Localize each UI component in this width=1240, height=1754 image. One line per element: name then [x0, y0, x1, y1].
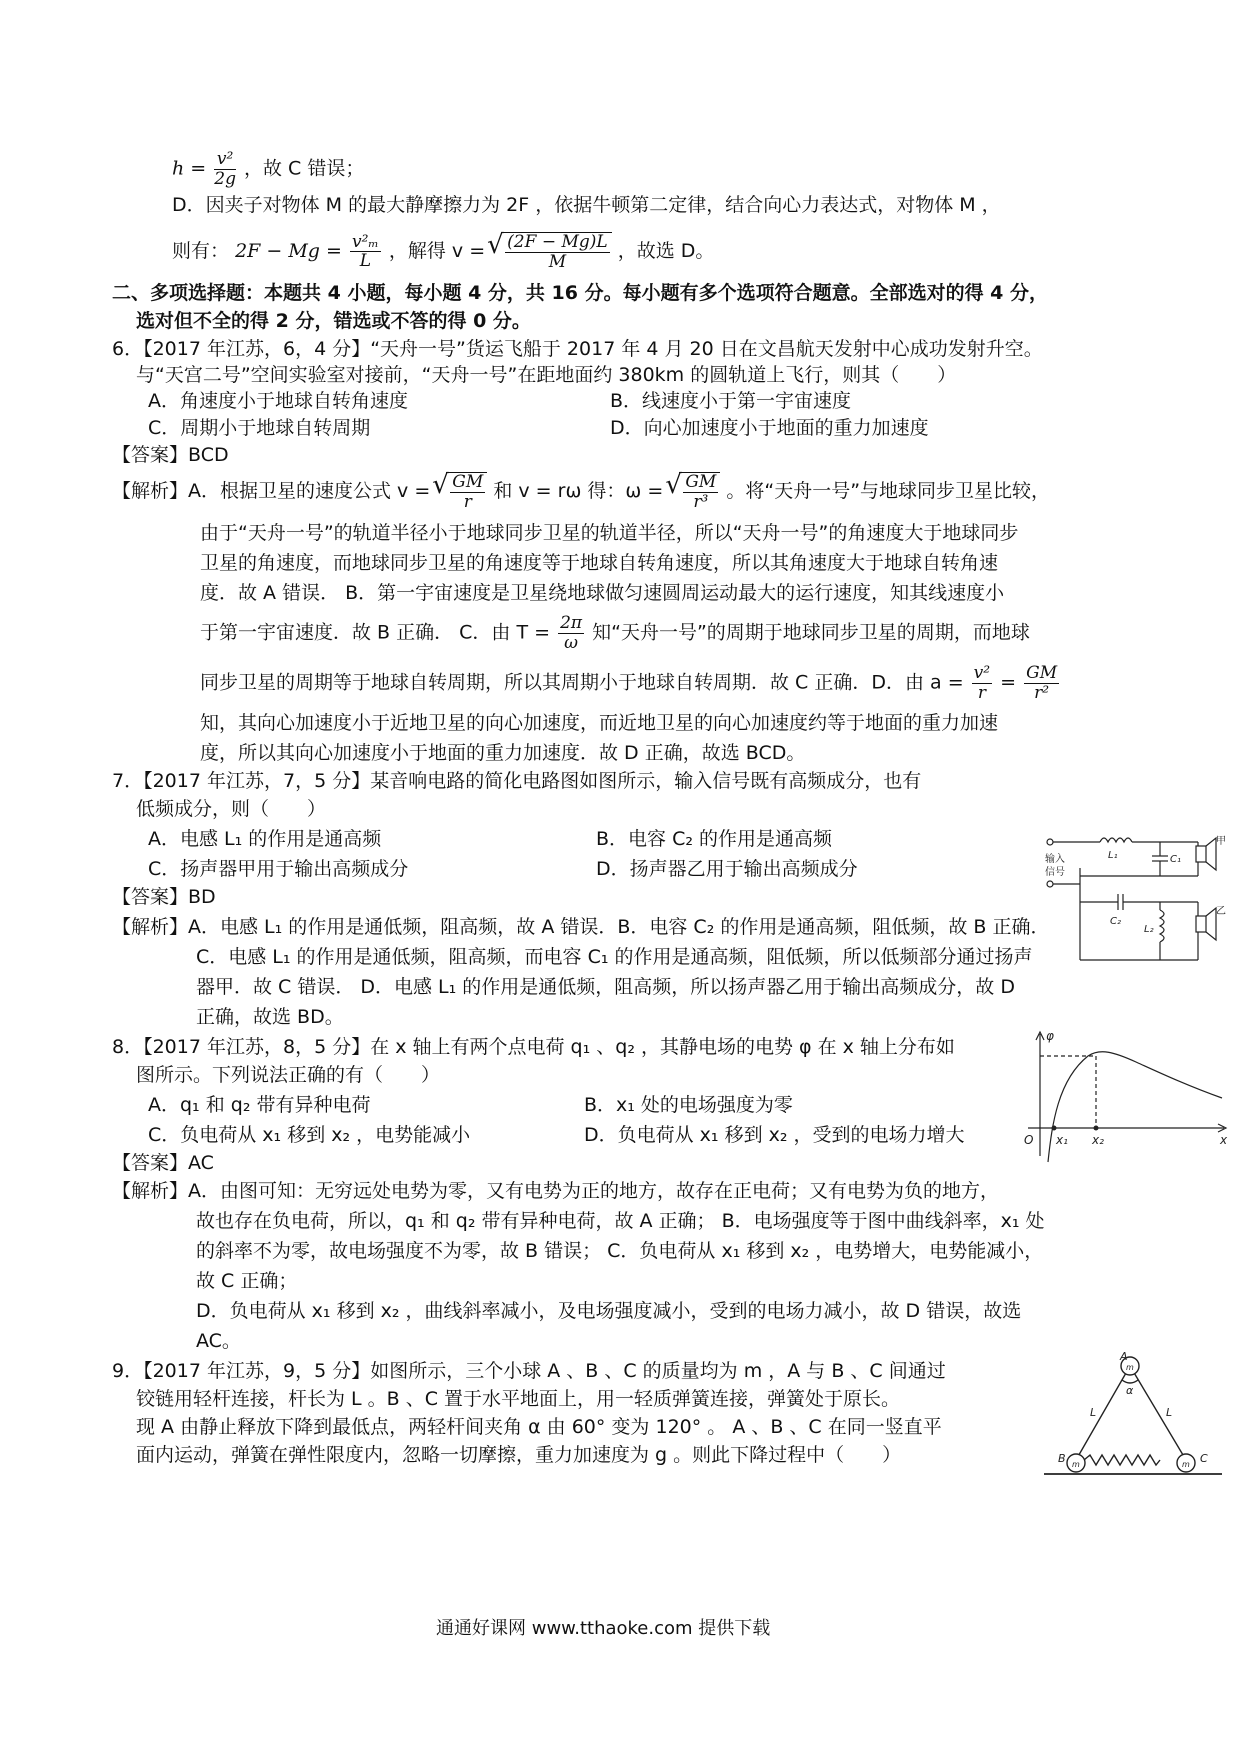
formula-h-line: [172, 150, 364, 188]
option-d: D．向心加速度小于地面的重力加速度: [610, 417, 929, 439]
question-stem: 6．【2017 年江苏，6，4 分】“天舟一号”货运飞船于 2017 年 4 月 20 日在文昌航天发射中心成功发射升空。: [112, 338, 1043, 360]
explanation-line: D．负电荷从 x₁ 移到 x₂ ，曲线斜率减小，及电场强度减小，受到的电场力减小，故 D 错误，故选: [196, 1300, 1022, 1322]
text: ，解得 v =: [388, 240, 486, 263]
explanation-line: [112, 472, 1050, 511]
square-root: [501, 232, 612, 271]
explanation-line: 卫星的角速度，而地球同步卫星的角速度等于地球自转角速度，所以其角速度大于地球自转角速: [200, 552, 999, 574]
question-stem: 图所示。下列说法正确的有（ ）: [136, 1064, 441, 1086]
formula-d-line: [172, 232, 714, 271]
option-c: C．周期小于地球自转周期: [148, 417, 371, 439]
input-terminal: [1047, 839, 1053, 845]
fraction-numerator: v²ₘ: [351, 231, 379, 252]
explanation-line: 故也存在负电荷，所以，q₁ 和 q₂ 带有异种电荷，故 A 正确； B．电场强度等于图中曲线斜率，x₁ 处: [196, 1210, 1045, 1232]
option-c: C．负电荷从 x₁ 移到 x₂ ，电势能减小: [148, 1124, 471, 1146]
label-phi: φ: [1046, 1029, 1054, 1043]
inductor-l1: [1100, 838, 1132, 842]
label-origin: O: [1024, 1133, 1034, 1147]
section-heading: 选对但不全的得 2 分，错选或不答的得 0 分。: [136, 310, 531, 332]
label-yi: 乙: [1216, 906, 1226, 917]
option-a: A．电感 L₁ 的作用是通高频: [148, 828, 382, 850]
fraction: [1024, 664, 1059, 702]
section-heading: 二、多项选择题：本题共 4 小题，每小题 4 分，共 16 分。每小题有多个选项符合题意。全部选对的得 4 分，: [112, 282, 1049, 304]
potential-graph: [1018, 1028, 1230, 1164]
fraction-numerator: v²: [214, 150, 236, 170]
option-b: B．线速度小于第一宇宙速度: [610, 390, 852, 412]
explanation-line: 器甲．故 C 错误． D．电感 L₁ 的作用是通低频，阻高频，所以扬声器乙用于输出高频成分，故 D: [196, 976, 1015, 998]
fraction-numerator: v²: [973, 663, 991, 683]
explanation-line: [200, 614, 1030, 652]
explanation-line: 度，所以其向心加速度小于地面的重力加速度．故 D 正确，故选 BCD。: [200, 742, 806, 764]
fraction-denominator: ω: [564, 632, 579, 653]
answer: 【答案】AC: [112, 1152, 214, 1174]
label-mass: m: [1182, 1460, 1190, 1469]
triangle-spring-diagram: [1040, 1348, 1226, 1476]
text: ，故 C 错误；: [244, 157, 365, 180]
text: 同步卫星的周期等于地球自转周期，所以其周期小于地球自转周期．故 C 正确．D．由 a =: [200, 671, 964, 694]
fraction: [450, 473, 485, 511]
explanation-line: D．因夹子对物体 M 的最大静摩擦力为 2F ，依据牛顿第二定律，结合向心力表达式，对物体 M ，: [172, 194, 1001, 216]
square-root: [446, 472, 487, 511]
fraction-denominator: r: [463, 491, 472, 512]
explanation-line: 正确，故选 BD。: [196, 1006, 344, 1028]
fraction: [683, 473, 718, 511]
option-c: C．扬声器甲用于输出高频成分: [148, 858, 409, 880]
question-stem: 9．【2017 年江苏，9，5 分】如图所示，三个小球 A 、B 、C 的质量均为 m ，A 与 B 、C 间通过: [112, 1360, 946, 1382]
question-stem: 与“天宫二号”空间实验室对接前，“天舟一号”在距地面约 380km 的圆轨道上飞行，则其（ ）: [136, 364, 957, 386]
explanation-line: 故 C 正确；: [196, 1270, 298, 1292]
label-x: x: [1220, 1133, 1228, 1147]
explanation-line: 【解析】A．由图可知：无穷远处电势为零，又有电势为正的地方，故存在正电荷；又有电势为负的地方，: [112, 1180, 1000, 1202]
explanation-line: 的斜率不为零，故电场强度不为零，故 B 错误； C．负电荷从 x₁ 移到 x₂ ，电势增大，电势能减小，: [196, 1240, 1044, 1262]
fraction-numerator: √ GM: [685, 472, 717, 492]
fraction-numerator: √ GM: [452, 472, 484, 492]
option-b: B．电容 C₂ 的作用是通高频: [596, 828, 832, 850]
label-l-left: L: [1090, 1406, 1097, 1419]
spring: [1084, 1455, 1160, 1465]
option-a: A．q₁ 和 q₂ 带有异种电荷: [148, 1094, 371, 1116]
input-terminal: [1047, 881, 1053, 887]
label-l1: L₁: [1108, 850, 1118, 861]
fraction-denominator: M: [548, 251, 567, 272]
fraction-numerator: GM: [1026, 663, 1058, 683]
explanation-line: AC。: [196, 1330, 241, 1352]
explanation-line: C．电感 L₁ 的作用是通低频，阻高频，而电容 C₁ 的作用是通高频，阻低频，所以低频部分通过扬声: [196, 946, 1033, 968]
fraction: [350, 233, 381, 271]
formula-lhs: 2F − Mg =: [235, 240, 342, 263]
answer: 【答案】BD: [112, 886, 216, 908]
label-mass: m: [1072, 1460, 1080, 1469]
label-l-right: L: [1166, 1406, 1173, 1419]
text: ，故选 D。: [617, 240, 715, 263]
label-jia: 甲: [1216, 836, 1226, 847]
fraction: [972, 664, 992, 702]
formula-lhs: h =: [172, 157, 207, 180]
label-x2: x₂: [1092, 1133, 1104, 1147]
label-c1: C₁: [1170, 854, 1181, 865]
explanation-line: 度．故 A 错误． B．第一宇宙速度是卫星绕地球做匀速圆周运动最大的运行速度，知其线速度小: [200, 582, 1005, 604]
label-alpha: α: [1126, 1384, 1134, 1397]
label-c2: C₂: [1110, 916, 1121, 927]
text: 【解析】A．根据卫星的速度公式 v =: [112, 480, 431, 503]
fraction-denominator: L: [359, 251, 372, 272]
question-stem: 低频成分，则（ ）: [136, 798, 327, 820]
fraction-denominator: 2g: [214, 168, 236, 189]
speaker-yi: [1196, 916, 1206, 932]
label-signal: 信号: [1045, 867, 1065, 878]
inductor-l2: [1160, 910, 1164, 942]
text: 则有：: [172, 240, 230, 263]
label-a: A: [1120, 1350, 1128, 1363]
circuit-diagram: [1040, 832, 1230, 962]
fraction-denominator: r²: [1034, 682, 1050, 703]
fraction-denominator: r: [977, 682, 986, 703]
question-stem: 面内运动，弹簧在弹性限度内，忽略一切摩擦，重力加速度为 g 。则此下降过程中（ ）: [136, 1444, 902, 1466]
text: 。将“天舟一号”与地球同步卫星比较，: [726, 480, 1051, 503]
speaker-jia: [1196, 846, 1206, 862]
option-d: D．负电荷从 x₁ 移到 x₂ ，受到的电场力增大: [584, 1124, 965, 1146]
option-b: B．x₁ 处的电场强度为零: [584, 1094, 793, 1116]
explanation-line: 由于“天舟一号”的轨道半径小于地球同步卫星的轨道半径，所以“天舟一号”的角速度大于地球同步: [200, 522, 1019, 544]
question-stem: 7．【2017 年江苏，7，5 分】某音响电路的简化电路图如图所示，输入信号既有高频成分，也有: [112, 770, 922, 792]
fraction: [214, 150, 236, 188]
explanation-line: 【解析】A．电感 L₁ 的作用是通低频，阻高频，故 A 错误．B．电容 C₂ 的作用是通高频，阻低频，故 B 正确．: [112, 916, 1050, 938]
text: 于第一宇宙速度．故 B 正确． C．由 T =: [200, 621, 551, 644]
fraction-numerator: 2π: [560, 613, 583, 633]
label-l2: L₂: [1144, 924, 1154, 935]
question-stem: 现 A 由静止释放下降到最低点，两轻杆间夹角 α 由 60° 变为 120° 。 A 、B 、C 在同一竖直平: [136, 1416, 942, 1438]
option-a: A．角速度小于地球自转角速度: [148, 390, 408, 412]
fraction-numerator: √ (2F − Mg)L: [507, 232, 608, 252]
fraction: [558, 614, 584, 652]
text: 知“天舟一号”的周期于地球同步卫星的周期，而地球: [592, 621, 1030, 644]
option-d: D．扬声器乙用于输出高频成分: [596, 858, 858, 880]
label-input: 输入: [1045, 854, 1065, 865]
text: 和 v = rω 得：ω =: [493, 480, 664, 503]
rod-left: [1076, 1366, 1130, 1460]
question-stem: 8．【2017 年江苏，8，5 分】在 x 轴上有两个点电荷 q₁ 、q₂ ，其静电场的电势 φ 在 x 轴上分布如: [112, 1036, 955, 1058]
label-b: B: [1058, 1452, 1066, 1465]
explanation-line: [200, 664, 1061, 702]
equals-sign: =: [1000, 671, 1017, 694]
square-root: [679, 472, 720, 511]
rod-right: [1130, 1366, 1186, 1460]
fraction-denominator: r³: [693, 491, 709, 512]
footer-text: 通通好课网 www.tthaoke.com 提供下载: [436, 1618, 771, 1639]
label-c: C: [1200, 1452, 1208, 1465]
label-mass: m: [1126, 1363, 1134, 1372]
explanation-line: 知，其向心加速度小于近地卫星的向心加速度，而近地卫星的向心加速度约等于地面的重力加速: [200, 712, 999, 734]
label-x1: x₁: [1056, 1133, 1068, 1147]
fraction: [505, 233, 610, 271]
question-stem: 铰链用轻杆连接，杆长为 L 。B 、C 置于水平地面上，用一轻质弹簧连接，弹簧处于原长。: [136, 1388, 901, 1410]
potential-curve: [1048, 1052, 1222, 1162]
answer: 【答案】BCD: [112, 444, 229, 466]
